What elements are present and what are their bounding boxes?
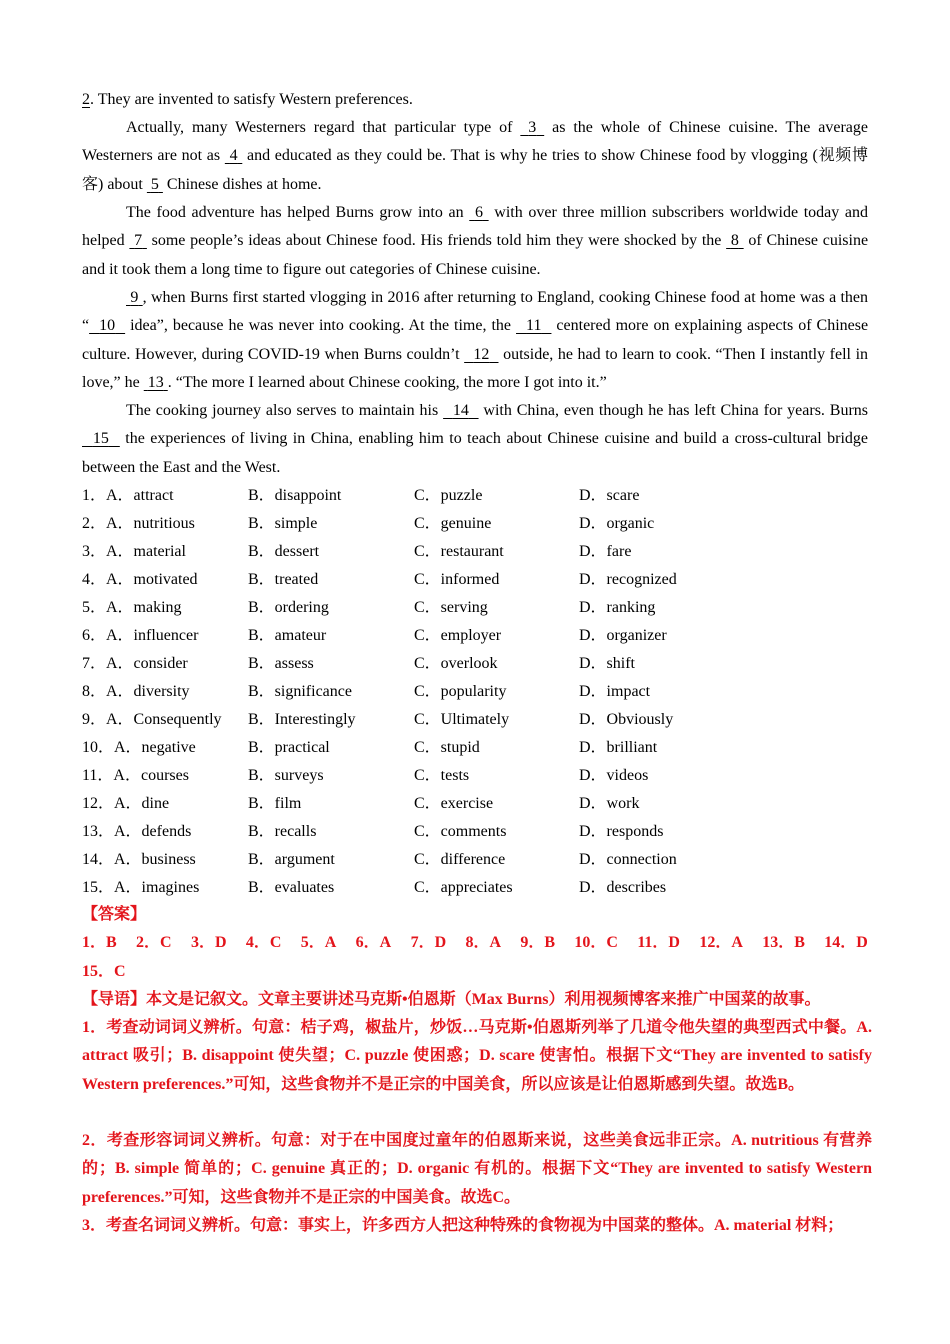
passage-paragraph-0: 2. They are invented to satisfy Western preferences. [82,91,413,108]
blank-9: 9 [130,289,139,306]
answer-item: 13．B [762,934,805,952]
answer-item: 12．A [699,934,743,952]
answer-block [82,901,872,986]
option-row-6: 6．A．influencer B．amateur C．employer D．organizer [82,627,667,644]
answer-item: 10．C [574,934,618,952]
answer-item: 2．C [136,934,172,952]
blank-12: 12 [473,345,490,363]
option-row-10: 10．A．negative B．practical C．stupid D．brilliant [82,739,658,756]
blank-3: 3 [528,119,537,136]
passage-paragraph-4: The cooking journey also serves to maintain his 14 with China, even though he has left China for years. Burns 15 the experiences of living in China, enabling him to teach about Chinese cuisine and build a cross-cultural bridge between the East and the West. [82,402,869,476]
answer-line [82,929,868,957]
option-row-15: 15．A．imagines B．evaluates C．appreciates D．describes [82,879,667,896]
explanation-intro: 【导语】本文是记叙文。文章主要讲述马克斯•伯恩斯（Max Burns）利用视频博客来推广中国菜的故事。 [82,991,821,1008]
blank-15: 15 [92,430,109,448]
option-row-7: 7．A．consider B．assess C．overlook D．shift [82,655,636,672]
option-row-4: 4．A．motivated B．treated C．informed D．recognized [82,571,677,588]
passage-paragraph-3: 9 , when Burns first started vlogging in 2016 after returning to England, cooking Chinese food at home was a then “ 10 idea”, because he was never into cooking. At the time, the 11 centered more on explaining aspects of Chinese culture. However, during COVID-19 when Burns couldn’t 12 outside, he had to learn to cook. “Then I instantly fell in love,” he 13 . “The more I learned about Chinese cooking, the more I got into it.” [82,289,869,392]
answer-item: 11．D [637,934,680,952]
blank-14: 14 [452,402,469,419]
option-row-14: 14．A．business B．argument C．difference D．connection [82,851,677,868]
option-row-3: 3．A．material B．dessert C．restaurant D．fare [82,543,632,560]
option-row-11: 11．A．courses B．surveys C．tests D．videos [82,767,649,784]
explanation-3: 3．考查名词词义辨析。句意：事实上，许多西方人把这种特殊的食物视为中国菜的整体。A. material 材料； [82,1217,844,1234]
option-row-12: 12．A．dine B．film C．exercise D．work [82,795,640,812]
answer-item-last: 15．C [82,962,126,980]
option-row-1: 1．A．attract B．disappoint C．puzzle D．scare [82,487,640,504]
option-row-5: 5．A．making B．ordering C．serving D．ranking [82,599,656,616]
answer-item: 9．B [520,934,556,952]
passage-paragraph-2: The food adventure has helped Burns grow into an 6 with over three million subscribers worldwide today and helped 7 some people’s ideas about Chinese food. His friends told him they were shocked by the 8 of Chinese cuisine and it took them a long time to figure out categories of Chinese cuisine. [82,204,869,278]
answer-heading: 【答案】 [82,906,147,923]
blank-5: 5 [150,175,159,193]
answer-item: 5．A [300,934,337,952]
blank-13: 13 [147,374,164,392]
answer-item: 8．A [465,934,502,952]
blank-6: 6 [474,204,483,221]
option-row-9: 9．A．Consequently B．Interestingly C．Ultimately D．Obviously [82,711,674,728]
blank-8: 8 [730,232,739,250]
blank-4: 4 [229,147,238,165]
blank-10: 10 [99,317,116,335]
answer-item: 4．C [245,934,282,952]
option-row-13: 13．A．defends B．recalls C．comments D．responds [82,823,664,840]
passage-paragraph-1: Actually, many Westerners regard that particular type of 3 as the whole of Chinese cuisine. The average Westerners are not as 4 and educated as they could be. That is why he tries to show Chinese food by vlogging (视频博客) about 5 Chinese dishes at home. [82,119,869,193]
blank-2: 2 [82,91,90,108]
option-row-2: 2．A．nutritious B．simple C．genuine D．organic [82,515,655,532]
answer-item: 14．D [824,934,868,952]
blank-11: 11 [526,317,542,335]
answer-item: 6．A [355,934,392,952]
explanation-1: 1．考查动词词义辨析。句意：桔子鸡，椒盐片，炒饭…马克斯•伯恩斯列举了几道令他失望的典型西式中餐。A. attract 吸引；B. disappoint 使失望；C. puzzle 使困惑；D. scare 使害怕。根据下文“They are invented to satisfy Western preferences.”可知，这些食物并不是正宗的中国美食，所以应该是让伯恩斯感到失望。故选B。 [82,1019,872,1093]
options-list [82,482,868,902]
option-row-8: 8．A．diversity B．significance C．popularity D．impact [82,683,651,700]
blank-7: 7 [134,232,143,250]
answer-item: 7．D [410,934,447,952]
answer-item: 1．B [82,934,117,952]
answer-item: 3．D [190,934,227,952]
explanation-2: 2．考查形容词词义辨析。句意：对于在中国度过童年的伯恩斯来说，这些美食远非正宗。A. nutritious 有营养的；B. simple 简单的；C. genuine 真正的；D. organic 有机的。根据下文“They are invented to satisfy Western preferences.”可知，这些食物并不是正宗的中国美食。故选C。 [82,1132,872,1206]
